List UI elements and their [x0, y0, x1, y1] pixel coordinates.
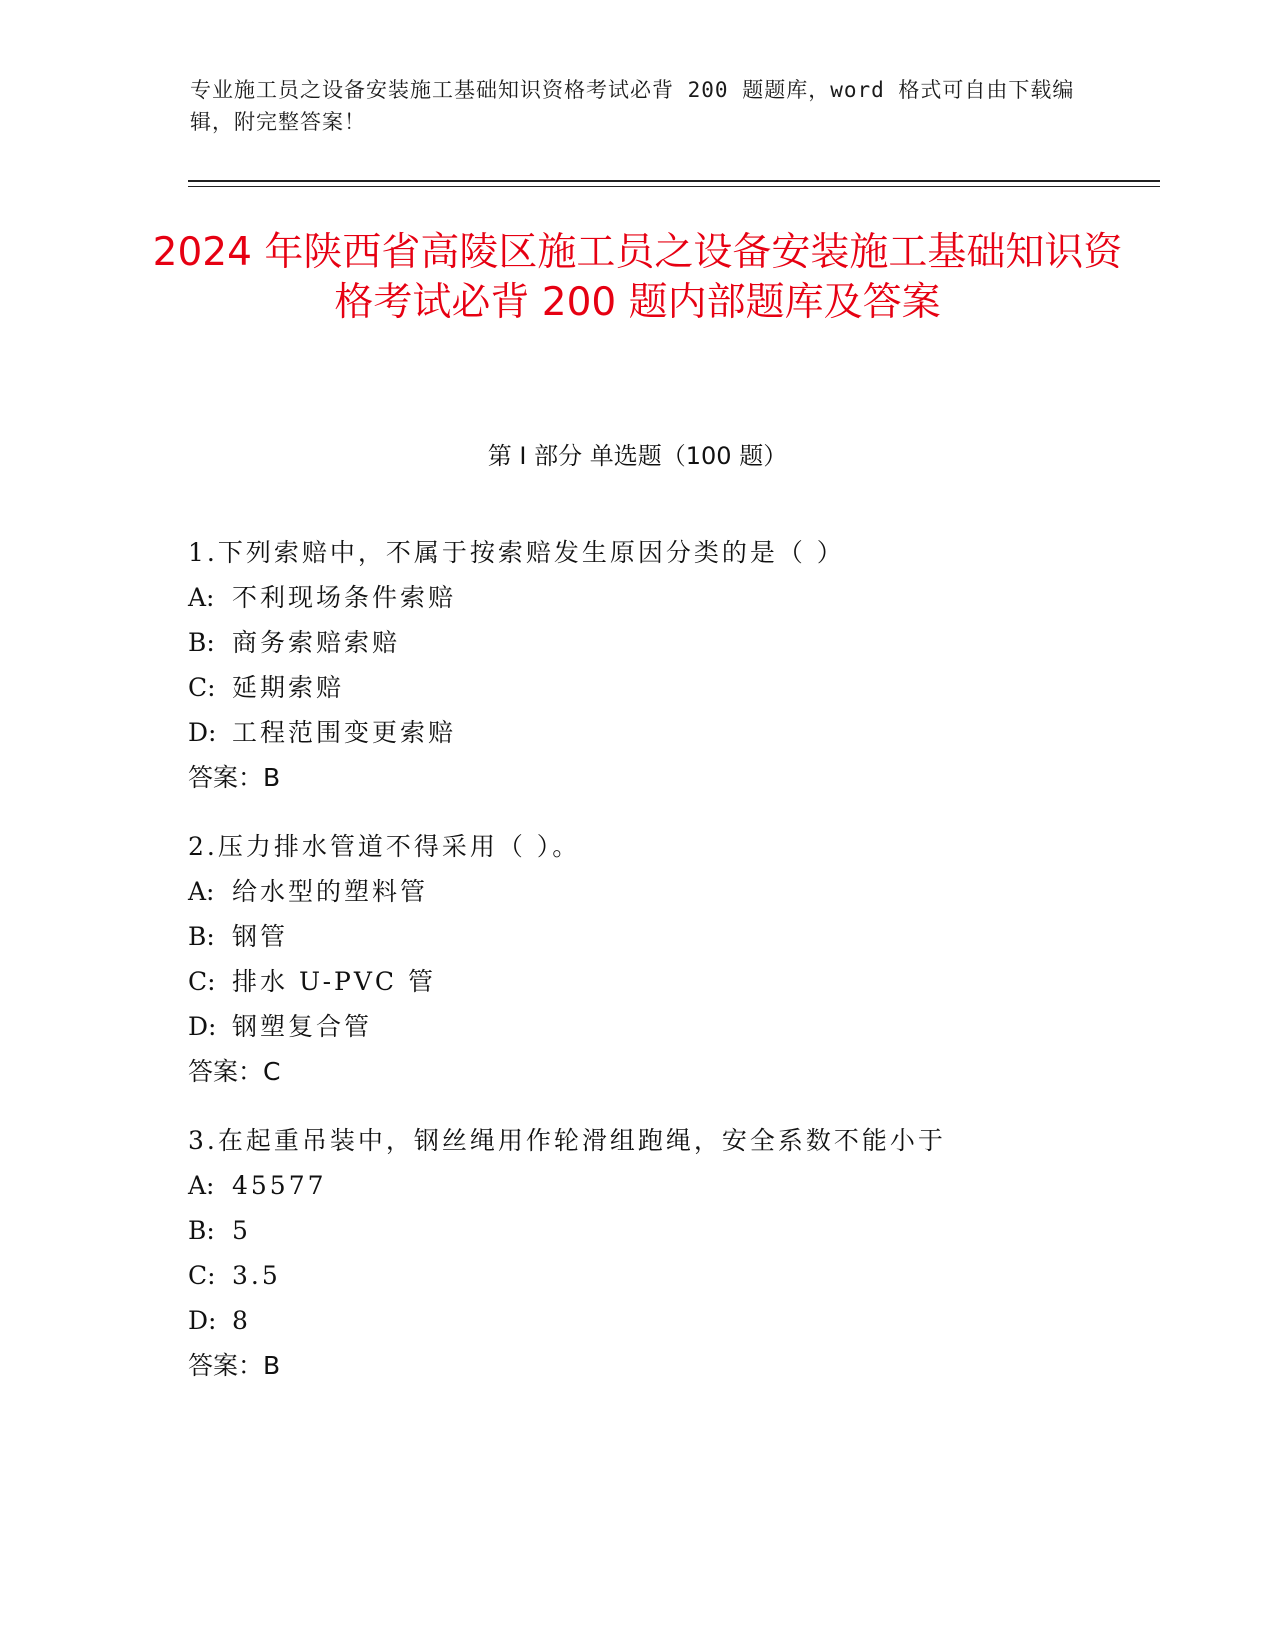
- option-c: [188, 1253, 1188, 1298]
- option-key: B:: [188, 1216, 215, 1245]
- question-3: [188, 1118, 1188, 1388]
- option-key: C:: [188, 967, 216, 996]
- option-text: 钢管: [232, 922, 289, 951]
- option-key: B:: [188, 922, 215, 951]
- question-1: [188, 530, 1188, 800]
- option-key: A:: [188, 1171, 215, 1200]
- option-key: A:: [188, 583, 215, 612]
- header-rule-thick: [188, 180, 1160, 182]
- option-a: [188, 869, 1188, 914]
- option-a: [188, 1163, 1188, 1208]
- option-text: 钢塑复合管: [232, 1012, 373, 1041]
- question-stem: 1.下列索赔中，不属于按索赔发生原因分类的是（ ）: [188, 538, 845, 567]
- question-2: [188, 824, 1188, 1094]
- option-key: A:: [188, 877, 215, 906]
- option-text: 45577: [232, 1171, 327, 1200]
- option-key: D:: [188, 1012, 217, 1041]
- option-b: [188, 620, 1188, 665]
- option-key: B:: [188, 628, 215, 657]
- option-key: D:: [188, 1306, 217, 1335]
- option-text: 排水 U-PVC 管: [232, 967, 436, 996]
- option-a: [188, 575, 1188, 620]
- answer: 答案：B: [188, 763, 281, 792]
- option-b: [188, 1208, 1188, 1253]
- document-title: 2024 年陕西省高陵区施工员之设备安装施工基础知识资格考试必背 200 题内部题库及答案: [152, 230, 1123, 325]
- option-text: 3.5: [232, 1261, 281, 1290]
- question-stem: 3.在起重吊装中，钢丝绳用作轮滑组跑绳，安全系数不能小于: [188, 1126, 946, 1155]
- section-title: 第 I 部分 单选题（100 题）: [487, 442, 788, 470]
- question-stem: 2.压力排水管道不得采用（ ）。: [188, 832, 581, 861]
- option-d: [188, 1004, 1188, 1049]
- option-text: 延期索赔: [232, 673, 345, 702]
- header-rule-thin: [188, 186, 1160, 187]
- option-key: C:: [188, 673, 216, 702]
- option-c: [188, 665, 1188, 710]
- option-d: [188, 710, 1188, 755]
- option-c: [188, 959, 1188, 1004]
- question-list: [188, 530, 1188, 1412]
- header-note: 专业施工员之设备安装施工基础知识资格考试必背 200 题题库，word 格式可自由下载编辑，附完整答案！: [190, 78, 1075, 134]
- option-text: 工程范围变更索赔: [232, 718, 457, 747]
- option-text: 给水型的塑料管: [232, 877, 429, 906]
- option-text: 不利现场条件索赔: [232, 583, 457, 612]
- option-text: 8: [232, 1306, 251, 1335]
- option-key: D:: [188, 718, 217, 747]
- option-key: C:: [188, 1261, 216, 1290]
- option-b: [188, 914, 1188, 959]
- answer: 答案：B: [188, 1351, 281, 1380]
- option-text: 商务索赔索赔: [232, 628, 401, 657]
- answer: 答案：C: [188, 1057, 281, 1086]
- option-text: 5: [232, 1216, 251, 1245]
- option-d: [188, 1298, 1188, 1343]
